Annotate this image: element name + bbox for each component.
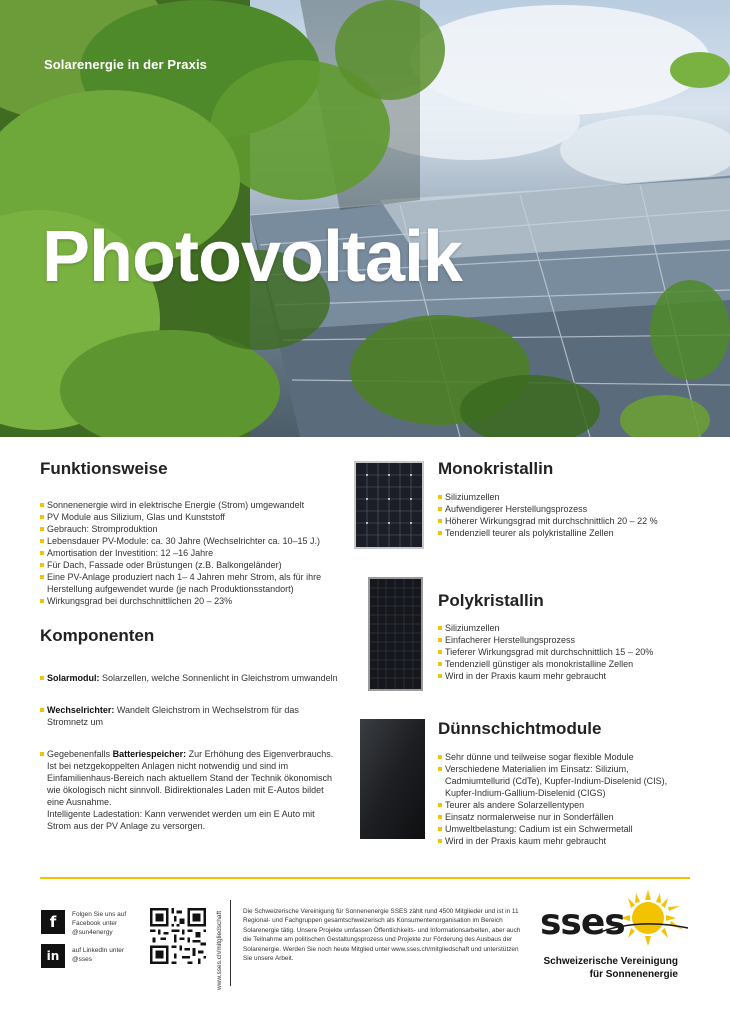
monokristallin-list bbox=[438, 491, 698, 539]
list-item: Wirkungsgrad bei durchschnittlichen 20 – 23% bbox=[40, 595, 340, 607]
polykristallin-heading: Polykristallin bbox=[438, 591, 544, 610]
list-item: Eine PV-Anlage produziert nach 1– 4 Jahren mehr Strom, als für ihre Herstellung aufgewendet wurde (je nach Produktionsstandort) bbox=[40, 571, 340, 595]
list-item: Einsatz normalerweise nur in Sonderfällen bbox=[438, 811, 688, 823]
hero-image bbox=[0, 0, 730, 437]
qr-code[interactable] bbox=[150, 908, 206, 964]
solarmodul-label: Solarmodul: bbox=[47, 673, 100, 683]
funktionsweise-heading: Funktionsweise bbox=[40, 459, 168, 478]
list-item: Tendenziell günstiger als monokristalline Zellen bbox=[438, 658, 698, 670]
ladestation-text: Intelligente Ladestation: Kann verwendet werden um ein E Auto mit Strom aus der PV Anlage zu versorgen. bbox=[47, 809, 315, 831]
footer-divider bbox=[40, 877, 690, 879]
list-item: Einfacherer Herstellungsprozess bbox=[438, 634, 698, 646]
sses-logo-wordmark: sses bbox=[540, 902, 625, 943]
speicher-pre: Gegebenenfalls bbox=[47, 749, 111, 759]
duennschicht-section bbox=[438, 719, 688, 847]
wechselrichter-label: Wechselrichter: bbox=[47, 705, 115, 715]
page-title: Photovoltaik bbox=[42, 217, 463, 297]
list-item: Aufwendigerer Herstellungsprozess bbox=[438, 503, 698, 515]
monokristallin-panel-image bbox=[354, 461, 424, 549]
sses-organisation-name bbox=[540, 955, 678, 981]
list-item: Verschiedene Materialien im Einsatz: Silizium, Cadmiumtellurid (CdTe), Kupfer-Indium-Diselenid (CIS), Kupfer-Indium-Gallium-Diselenid (CIGS) bbox=[438, 763, 688, 799]
list-item: Wird in der Praxis kaum mehr gebraucht bbox=[438, 835, 688, 847]
facebook-icon[interactable]: f bbox=[41, 910, 65, 934]
duennschicht-list bbox=[438, 751, 688, 847]
list-item: Für Dach, Fassade oder Brüstungen (z.B. Balkongeländer) bbox=[40, 559, 340, 571]
wechselrichter-text: Wandelt Gleichstrom in Wechselstrom für das Stromnetz um bbox=[47, 705, 299, 727]
org-name-line2: für Sonnenenergie bbox=[589, 969, 678, 980]
polykristallin-section bbox=[438, 591, 698, 682]
solarmodul-text: Solarzellen, welche Sonnenlicht in Gleichstrom umwandeln bbox=[102, 673, 338, 683]
list-item: Amortisation der Investition: 12 –16 Jahre bbox=[40, 547, 340, 559]
org-name-line1: Schweizerische Vereinigung bbox=[543, 956, 678, 967]
komponenten-section bbox=[40, 626, 340, 832]
monokristallin-section bbox=[438, 459, 698, 539]
list-item: Tendenziell teurer als polykristalline Zellen bbox=[438, 527, 698, 539]
duennschicht-heading: Dünnschichtmodule bbox=[438, 719, 602, 738]
footer-separator bbox=[230, 900, 231, 986]
polykristallin-panel-image bbox=[368, 577, 423, 691]
linkedin-icon[interactable]: in bbox=[41, 944, 65, 968]
membership-url-vertical[interactable]: www.sses.ch/mitgliedschaft bbox=[216, 910, 223, 990]
komponente-wechselrichter bbox=[40, 704, 340, 728]
list-item: Gebrauch: Stromproduktion bbox=[40, 523, 340, 535]
speicher-label: Batteriespeicher: bbox=[112, 749, 187, 759]
list-item: Sehr dünne und teilweise sogar flexible Module bbox=[438, 751, 688, 763]
list-item: Lebensdauer PV-Module: ca. 30 Jahre (Wechselrichter ca. 10–15 J.) bbox=[40, 535, 340, 547]
list-item: Umweltbelastung: Cadium ist ein Schwermetall bbox=[438, 823, 688, 835]
list-item: Sonnenenergie wird in elektrische Energie (Strom) umgewandelt bbox=[40, 499, 340, 511]
polykristallin-list bbox=[438, 622, 698, 682]
funktionsweise-section bbox=[40, 459, 340, 607]
duennschicht-panel-image bbox=[360, 719, 425, 839]
list-item: Teurer als andere Solarzellentypen bbox=[438, 799, 688, 811]
list-item: Siliziumzellen bbox=[438, 491, 698, 503]
linkedin-text: auf LinkedIn unter @sses bbox=[72, 947, 125, 963]
speicher-text: Zur Erhöhung des Eigenverbrauchs. Ist bei netzgekoppelten Anlagen nicht notwendig und sind im Einfamilienhaus-Bereich nach aktuellem Stand der Technik ökonomisch wie ökologisch nicht sinnvoll. Bidirektionales Laden mit E-Autos bildet eine Ausnahme. bbox=[47, 749, 334, 807]
komponente-batteriespeicher bbox=[40, 748, 340, 832]
list-item: Wird in der Praxis kaum mehr gebraucht bbox=[438, 670, 698, 682]
monokristallin-heading: Monokristallin bbox=[438, 459, 554, 478]
funktionsweise-list bbox=[40, 499, 340, 607]
list-item: Tieferer Wirkungsgrad mit durchschnittlich 15 – 20% bbox=[438, 646, 698, 658]
list-item: Höherer Wirkungsgrad mit durchschnittlich 20 – 22 % bbox=[438, 515, 698, 527]
facebook-text: Folgen Sie uns auf Facebook unter @sun4energy bbox=[72, 911, 127, 936]
komponenten-heading: Komponenten bbox=[40, 626, 155, 645]
hero-kicker: Solarenergie in der Praxis bbox=[44, 57, 208, 72]
list-item: PV Module aus Silizium, Glas und Kunststoff bbox=[40, 511, 340, 523]
list-item: Siliziumzellen bbox=[438, 622, 698, 634]
sses-about-text: Die Schweizerische Vereinigung für Sonnenenergie SSES zählt rund 4500 Mitglieder und ist in 11 Regional- und Fachgruppen gesamtschweizerisch als Konsumentenorganisation im Bereich Solarenergie tätig. Unsere Projekte umfassen Öffentlichkeits- und Informationsarbeiten, aber auch die Teilnahme am politischen Gestaltungsprozess und Projekte zur Förderung des Ausbaus der Solarenergie. Werden Sie noch heute Mitglied unter www.sses.ch/mitgliedschaft und unterstützen Sie unsere Arbeit. bbox=[243, 908, 521, 963]
komponente-solarmodul bbox=[40, 672, 340, 684]
